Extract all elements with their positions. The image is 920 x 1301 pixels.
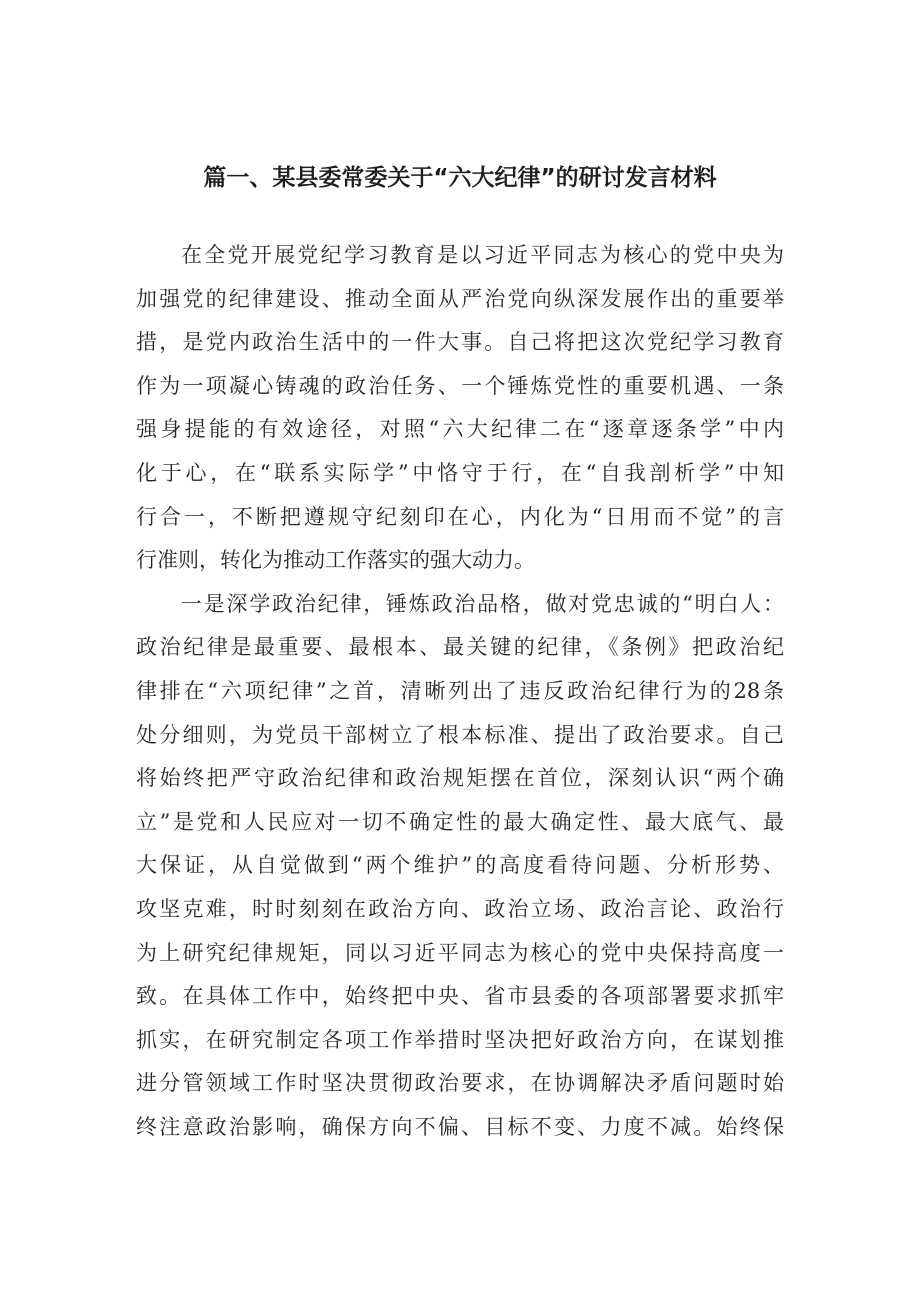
text-line: 处分细则，为党员干部树立了根本标准、提出了政治要求。自己	[136, 722, 784, 747]
text-line: 措，是党内政治生活中的一件大事。自己将把这次党纪学习教育	[136, 330, 784, 355]
document-title: 篇一、某县委常委关于“六大纪律”的研讨发言材料	[203, 165, 717, 191]
text-line: 加强党的纪律建设、推动全面从严治党向纵深发展作出的重要举	[136, 286, 784, 311]
text-line: 律排在“六项纪律”之首，清晰列出了违反政治纪律行为的28条	[136, 678, 784, 703]
text-line: 行准则，转化为推动工作落实的强大动力。	[136, 548, 535, 573]
text-line: 攻坚克难，时时刻刻在政治方向、政治立场、政治言论、政治行	[136, 896, 784, 921]
text-line: 为上研究纪律规矩，同以习近平同志为核心的党中央保持高度一	[136, 940, 784, 965]
document-body	[136, 234, 784, 1149]
text-line: 立”是党和人民应对一切不确定性的最大确定性、最大底气、最	[136, 809, 784, 834]
text-line: 进分管领域工作时坚决贯彻政治要求，在协调解决矛盾问题时始	[136, 1071, 784, 1096]
text-line: 强身提能的有效途径，对照“六大纪律二在“逐章逐条学”中内	[136, 417, 784, 442]
text-line: 终注意政治影响，确保方向不偏、目标不变、力度不减。始终保	[136, 1114, 784, 1139]
text-line: 将始终把严守政治纪律和政治规矩摆在首位，深刻认识“两个确	[136, 766, 784, 791]
paragraph-intro	[136, 234, 784, 583]
text-line: 化于心，在“联系实际学”中恪守于行，在“自我剖析学”中知	[136, 460, 784, 485]
text-line: 政治纪律是最重要、最根本、最关键的纪律，《条例》把政治纪	[136, 635, 784, 660]
text-line: 大保证，从自觉做到“两个维护”的高度看待问题、分析形势、	[136, 853, 784, 878]
text-line: 一是深学政治纪律，锤炼政治品格，做对党忠诚的“明白人：	[181, 591, 784, 616]
text-line: 作为一项凝心铸魂的政治任务、一个锤炼党性的重要机遇、一条	[136, 373, 784, 398]
paragraph-political-discipline	[136, 583, 784, 1150]
text-line: 在全党开展党纪学习教育是以习近平同志为核心的党中央为	[181, 243, 784, 267]
text-line: 致。在具体工作中，始终把中央、省市县委的各项部署要求抓牢	[136, 984, 784, 1009]
text-line: 行合一，不断把遵规守纪刻印在心，内化为“日用而不觉”的言	[136, 504, 784, 529]
text-line: 抓实，在研究制定各项工作举措时坚决把好政治方向，在谋划推	[136, 1027, 784, 1052]
